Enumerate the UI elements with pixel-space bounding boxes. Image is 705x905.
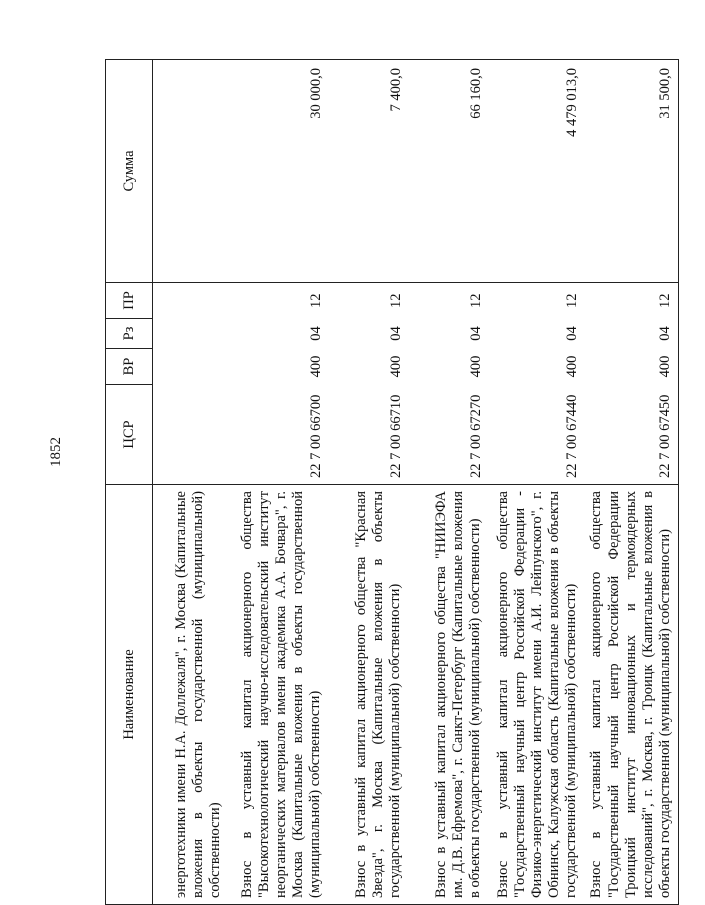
row-sum: 30 000,0 bbox=[229, 60, 329, 283]
row-name: Взнос в уставный капитал акционерного общества "НИИЭФА им. Д.В. Ефремова", г. Санкт-Петербург (Капитальные вложения в объекты государственной (муниципальной) собственности) bbox=[409, 485, 489, 905]
page-number: 1852 bbox=[47, 437, 64, 467]
row-csr: 22 7 00 67440 bbox=[563, 394, 580, 478]
row-name: Взнос в уставный капитал акционерного общества "Высокотехнологический научно-исследовательский институт неорганических материалов имени академика А.А. Бочвара", г. Москва (Капитальные вложения в объекты государственной (муниципальной) собственности) bbox=[229, 485, 329, 905]
row-vr: 400 bbox=[467, 355, 484, 378]
header-pr: ПР bbox=[106, 283, 153, 319]
header-vr: ВР bbox=[106, 349, 153, 385]
table-row bbox=[329, 60, 409, 905]
row-rz bbox=[153, 319, 229, 349]
header-name: Наименование bbox=[106, 485, 153, 905]
row-vr: 400 bbox=[585, 349, 679, 385]
row-sum: 7 400,0 bbox=[329, 60, 409, 283]
row-csr: 22 7 00 66710 bbox=[387, 394, 404, 478]
row-vr: 400 bbox=[387, 355, 404, 378]
row-vr: 400 bbox=[307, 355, 324, 378]
table-row bbox=[229, 60, 329, 905]
row-name: энерготехники имени Н.А. Доллежаля", г. Москва (Капитальные вложения в объекты государственной (муниципальной) собственности) bbox=[153, 485, 229, 905]
table-row bbox=[585, 60, 679, 905]
row-pr: 12 bbox=[467, 293, 484, 308]
rotated-table-area bbox=[105, 60, 705, 905]
row-rz: 04 bbox=[387, 326, 404, 341]
header-sum: Сумма bbox=[106, 60, 153, 283]
table-row bbox=[409, 60, 489, 905]
row-vr: 400 bbox=[563, 355, 580, 378]
row-vr bbox=[153, 349, 229, 385]
row-rz: 04 bbox=[585, 319, 679, 349]
row-pr: 12 bbox=[307, 293, 324, 308]
row-name: Взнос в уставный капитал акционерного общества "Государственный научный центр Российской Федерации - Физико-энергетический институт имени А.И. Лейпунского", г. Обнинск, Калужская область (Капитальные вложения в объекты государственной (муниципальной) собственности) bbox=[489, 485, 585, 905]
row-pr bbox=[153, 283, 229, 319]
row-pr: 12 bbox=[387, 293, 404, 308]
table-row bbox=[489, 60, 585, 905]
row-csr: 22 7 00 67450 bbox=[585, 385, 679, 485]
row-csr: 22 7 00 67270 bbox=[467, 394, 484, 478]
row-rz: 04 bbox=[563, 326, 580, 341]
table-row bbox=[153, 60, 229, 905]
row-pr: 12 bbox=[563, 293, 580, 308]
row-name: Взнос в уставный капитал акционерного общества "Красная Звезда", г. Москва (Капитальные вложения в объекты государственной (муниципальной) собственности) bbox=[329, 485, 409, 905]
row-name: Взнос в уставный капитал акционерного общества "Государственный научный центр Российской Федерации Троицкий институт инновационных и термоядерных исследований", г. Москва, г. Троицк (Капитальные вложения в объекты государственной (муниципальной) собственности) bbox=[585, 485, 679, 905]
row-pr: 12 bbox=[585, 283, 679, 319]
header-csr: ЦСР bbox=[106, 385, 153, 485]
table-header-row bbox=[106, 60, 153, 905]
row-rz: 04 bbox=[467, 326, 484, 341]
budget-table bbox=[105, 59, 679, 905]
row-sum: 4 479 013,0 bbox=[489, 60, 585, 283]
row-rz: 04 bbox=[307, 326, 324, 341]
row-sum bbox=[153, 60, 229, 283]
row-csr: 22 7 00 66700 bbox=[307, 394, 324, 478]
row-csr bbox=[153, 385, 229, 485]
header-rz: Рз bbox=[106, 319, 153, 349]
row-sum: 31 500,0 bbox=[585, 60, 679, 283]
row-sum: 66 160,0 bbox=[409, 60, 489, 283]
